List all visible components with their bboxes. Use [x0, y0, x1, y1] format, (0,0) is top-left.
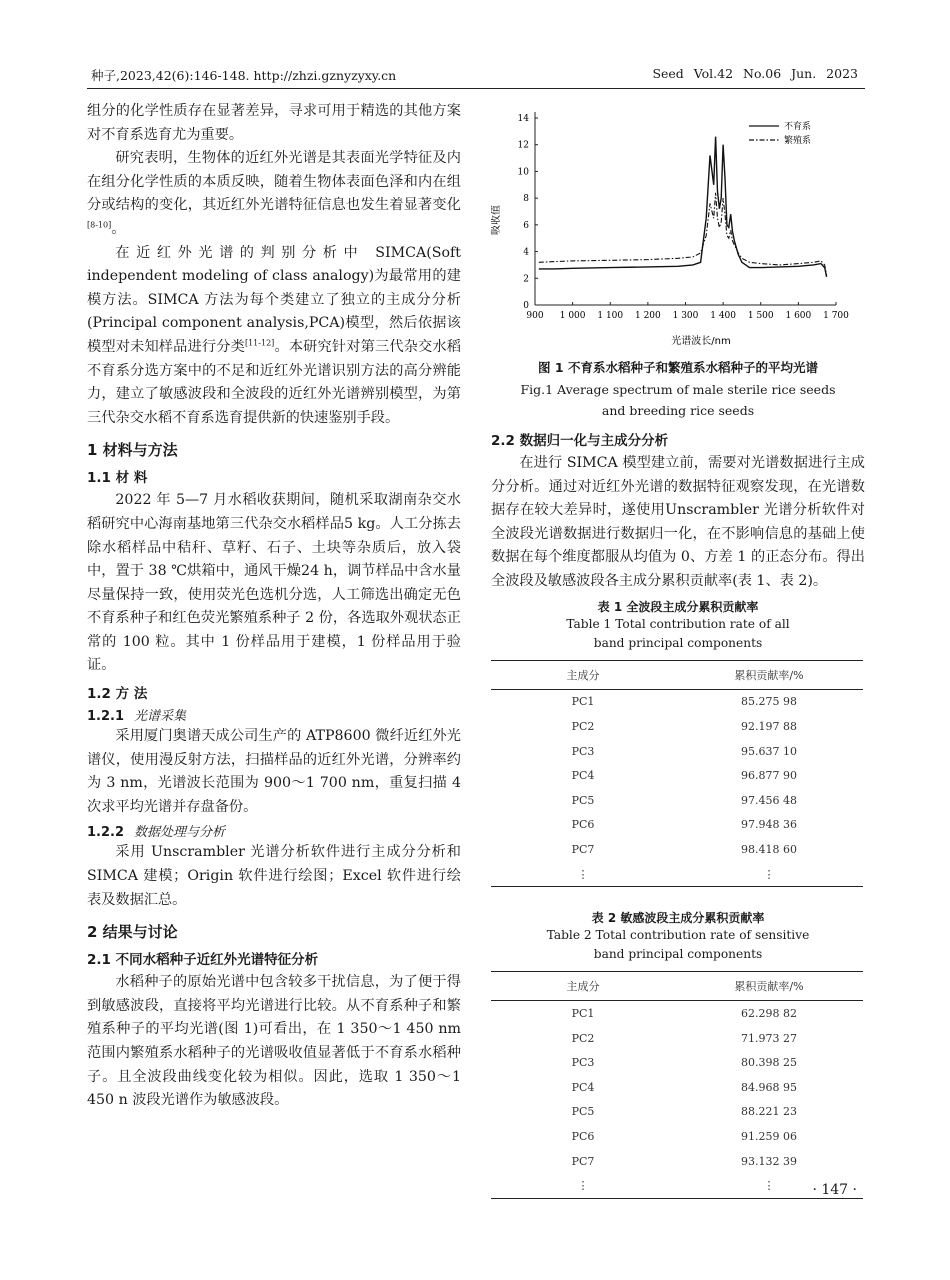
cell-rate: 80.398 25 — [741, 1056, 797, 1070]
cell-rate: 93.132 39 — [741, 1154, 797, 1168]
cell-pc: PC6 — [571, 1130, 595, 1144]
chart-xlabel: 光谱波长/nm — [671, 336, 731, 347]
table1-caption-en-1: Table 1 Total contribution rate of all — [566, 616, 790, 631]
cell-pc: PC4 — [571, 1080, 595, 1094]
cell-pc: PC1 — [571, 1007, 595, 1021]
table-row — [491, 1149, 863, 1174]
cell-pc: PC6 — [571, 818, 595, 832]
cell-rate: 92.197 88 — [741, 719, 797, 733]
chart-ylabel: 吸收值 — [491, 205, 502, 235]
table1-header-rate: 累积贡献率/% — [734, 668, 804, 682]
cell-rate: 71.973 27 — [741, 1031, 797, 1045]
page-number: · 147 · — [812, 1182, 857, 1198]
table-row — [491, 1001, 863, 1026]
legend-label: 不育系 — [784, 122, 812, 132]
cell-rate: 95.637 10 — [741, 744, 797, 758]
cell-pc: ⋮ — [577, 867, 589, 881]
x-tick-label: 900 — [526, 311, 544, 321]
cell-rate: 97.456 48 — [741, 793, 797, 807]
subsection-heading-nir-analysis: 2.1 不同水稻种子近红外光谱特征分析 — [87, 952, 319, 969]
paragraph-simca: 在近红外光谱的判别分析中 SIMCA(Soft independent modeling of class analogy)为最常用的建模方法。SIMCA 方法为每个类建立了独立的主成分分析(Principal component analysis,PCA)模型，然后依据该模型对未知样品进行分类[11-12]。本研究针对第三代杂交水稻不育系分选方案中的不足和近红外光谱识别方法的高分辨能力，建立了敏感波段和全波段的近红外光谱辨别模型，为第三代杂交水稻不育系选育提供新的快速鉴别手段。 — [87, 244, 461, 426]
table1-header-pc: 主成分 — [566, 668, 600, 682]
table1-caption-cn: 表 1 全波段主成分累积贡献率 — [597, 599, 759, 614]
table-row — [491, 714, 863, 739]
cell-pc: PC7 — [571, 842, 595, 856]
running-header-left: 种子,2023,42(6):146-148. http://zhzi.gznyzyxy.cn — [91, 68, 397, 83]
y-tick-label: 6 — [523, 220, 529, 231]
table-row — [491, 689, 863, 714]
y-tick-label: 2 — [523, 274, 529, 285]
y-tick-label: 14 — [517, 114, 529, 124]
cell-pc: PC4 — [571, 769, 595, 783]
subsubsection-heading-spectrum: 1.2.1 光谱采集 — [87, 709, 187, 725]
paragraph-material: 2022 年 5—7 月水稻收获期间，随机采取湖南杂交水稻研究中心海南基地第三代杂交水稻样品5 kg。人工分拣去除水稻样品中秸秆、草籽、石子、土块等杂质后，放入袋中，置于 38 ℃烘箱中，通风干燥24 h，调节样品中含水量尽量保持一致，使用荧光色选机分选，人工筛选出确定无色不育系种子和红色荧光繁殖系种子 2 份，各选取外观状态正常的 100 粒。其中 1 份样品用于建模，1 份样品用于验证。 — [87, 492, 461, 674]
table1 — [491, 660, 863, 888]
y-tick-label: 10 — [517, 167, 529, 178]
paragraph-nir-intro: 研究表明，生物体的近红外光谱是其表面光学特征及内在组分化学性质的本质反映，随着生物体表面色泽和内在组分或结构的变化，其近红外光谱特征信息也发生着显著变化[8-10]。 — [87, 150, 461, 237]
x-tick-label: 1 400 — [710, 311, 737, 321]
paragraph-continuation: 组分的化学性质存在显著差异，寻求可用于精选的其他方案对不育系选育尤为重要。 — [87, 103, 461, 143]
citation-8-10: [8-10] — [87, 220, 112, 230]
y-tick-label: 8 — [523, 194, 529, 205]
figure-caption-en-2: and breeding rice seeds — [601, 403, 755, 418]
figure-caption-en-1: Fig.1 Average spectrum of male sterile rice seeds — [520, 382, 836, 397]
y-tick-label: 12 — [517, 140, 529, 151]
cell-rate: 96.877 90 — [741, 769, 797, 783]
spectrum-chart — [491, 100, 861, 348]
table-row — [491, 763, 863, 788]
table2-header-rate: 累积贡献率/% — [734, 980, 804, 994]
y-tick-label: 4 — [523, 247, 529, 258]
table-row — [491, 837, 863, 862]
cell-rate: 98.418 60 — [741, 842, 797, 856]
table1-caption-en-2: band principal components — [593, 635, 763, 650]
table-row — [491, 1075, 863, 1100]
cell-rate: 88.221 23 — [741, 1105, 797, 1119]
table-row — [491, 1026, 863, 1051]
table-row — [491, 862, 863, 887]
cell-pc: PC3 — [571, 744, 595, 758]
paragraph-spectrum: 采用厦门奥谱天成公司生产的 ATP8600 微纤近红外光谱仪，使用漫反射方法，扫描样品的近红外光谱，分辨率约为 3 nm，光谱波长范围为 900～1 700 nm，重复扫描 4 次求平均光谱并存盘备份。 — [87, 728, 461, 815]
series-line-sterile — [539, 137, 827, 277]
cell-pc: PC1 — [571, 695, 595, 709]
citation-11-12: [11-12] — [244, 338, 275, 348]
table2-caption-en-1: Table 2 Total contribution rate of sensitive — [546, 928, 810, 943]
cell-rate: 97.948 36 — [741, 818, 797, 832]
cell-pc: PC3 — [571, 1056, 595, 1070]
series-line-breeding — [539, 193, 827, 276]
table-row — [491, 1100, 863, 1125]
section-heading-results: 2 结果与讨论 — [87, 923, 178, 942]
x-tick-label: 1 100 — [597, 311, 624, 321]
x-tick-label: 1 200 — [634, 311, 661, 321]
right-column — [491, 100, 865, 1199]
x-tick-label: 1 700 — [823, 311, 849, 321]
y-tick-label: 0 — [523, 301, 529, 311]
table2-header-pc: 主成分 — [566, 980, 600, 994]
running-header-right: Seed Vol.42 No.06 Jun. 2023 — [652, 66, 858, 81]
cell-pc: PC7 — [571, 1154, 595, 1168]
table2 — [491, 971, 863, 1199]
paragraph-normalization: 在进行 SIMCA 模型建立前，需要对光谱数据进行主成分分析。通过对近红外光谱的数据特征观察发现，在光谱数据存在较大差异时，遂使用Unscrambler 光谱分析软件对全波段光谱数据进行数据归一化，在不影响信息的基础上使数据在每个维度都服从均值为 0、方差 1 的正态分布。得出全波段及敏感波段各主成分累积贡献率(表 1、表 2)。 — [491, 455, 865, 589]
x-tick-label: 1 000 — [559, 311, 586, 321]
cell-rate: 84.968 95 — [741, 1080, 797, 1094]
table-row — [491, 1173, 863, 1198]
x-tick-label: 1 300 — [672, 311, 699, 321]
figure-caption-cn: 图 1 不育系水稻种子和繁殖系水稻种子的平均光谱 — [538, 360, 818, 375]
cell-pc: PC5 — [571, 1105, 595, 1119]
subsubsection-heading-data: 1.2.2 数据处理与分析 — [87, 825, 226, 841]
cell-pc: PC2 — [571, 719, 595, 733]
table-row — [491, 1124, 863, 1149]
table-row — [491, 788, 863, 813]
x-tick-label: 1 600 — [785, 311, 812, 321]
paragraph-data-processing: 采用 Unscrambler 光谱分析软件进行主成分分析和 SIMCA 建模；Origin 软件进行绘图；Excel 软件进行绘表及数据汇总。 — [87, 844, 461, 908]
cell-rate: 91.259 06 — [741, 1130, 797, 1144]
subsection-heading-material: 1.1 材 料 — [87, 470, 148, 487]
subsection-heading-normalization: 2.2 数据归一化与主成分分析 — [491, 433, 669, 449]
cell-pc: PC2 — [571, 1031, 595, 1045]
x-tick-label: 1 500 — [747, 311, 774, 321]
cell-pc: ⋮ — [577, 1179, 589, 1193]
left-column — [87, 100, 461, 1113]
cell-pc: PC5 — [571, 793, 595, 807]
table-row — [491, 813, 863, 838]
cell-rate: 85.275 98 — [741, 695, 797, 709]
paragraph-nir-analysis: 水稻种子的原始光谱中包含较多干扰信息，为了便于得到敏感波段，直接将平均光谱进行比较。从不育系种子和繁殖系种子的平均光谱(图 1)可看出，在 1 350～1 450 nm 范围内繁殖系水稻种子的光谱吸收值显著低于不育系水稻种子。且全波段曲线变化较为相似。因此，选取 1 350～1 450 n 波段光谱作为敏感波段。 — [87, 974, 461, 1109]
subsection-heading-method: 1.2 方 法 — [87, 686, 148, 703]
table2-caption-cn: 表 2 敏感波段主成分累积贡献率 — [591, 911, 765, 926]
cell-rate: ⋮ — [763, 867, 775, 881]
table2-caption-en-2: band principal components — [593, 947, 763, 962]
table-row — [491, 739, 863, 764]
cell-rate: 62.298 82 — [741, 1007, 797, 1021]
header-rule — [87, 88, 865, 89]
cell-rate: ⋮ — [763, 1179, 775, 1193]
section-heading-methods: 1 材料与方法 — [87, 441, 178, 460]
table-row — [491, 1051, 863, 1076]
legend-label: 繁殖系 — [784, 136, 812, 146]
